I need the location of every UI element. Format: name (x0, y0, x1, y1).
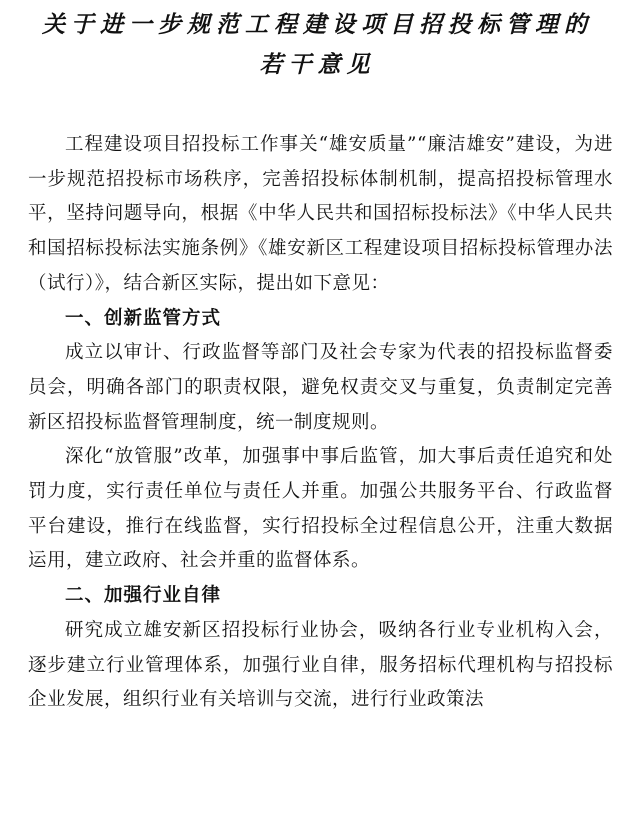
document-body (28, 128, 613, 718)
section-heading-2: 二、加强行业自律 (65, 585, 222, 607)
document-title-line-2: 若干意见 (259, 51, 376, 78)
section-2-paragraph-1: 研究成立雄安新区招投标行业协会，吸纳各行业专业机构入会，逐步建立行业管理体系，加强行业自律，服务招标代理机构与招投标企业发展，组织行业有关培训与交流，进行行业政策法 (28, 619, 613, 711)
document-title-line-1: 关于进一步规范工程建设项目招投标管理的 (42, 11, 593, 38)
section-heading-1: 一、创新监管方式 (65, 307, 222, 329)
section-1-paragraph-1: 成立以审计、行政监督等部门及社会专家为代表的招投标监督委员会，明确各部门的职责权限，避免权责交叉与重复，负责制定完善新区招投标监督管理制度，统一制度规则。 (28, 342, 613, 433)
intro-paragraph: 工程建设项目招投标工作事关“雄安质量”“廉洁雄安”建设，为进一步规范招投标市场秩序，完善招投标体制机制，提高招投标管理水平，坚持问题导向，根据《中华人民共和国招标投标法》《中华人民共和国招标投标法实施条例》《雄安新区工程建设项目招标投标管理办法（试行）》，结合新区实际，提出如下意见： (28, 134, 613, 294)
section-1-paragraph-2: 深化“放管服”改革，加强事中事后监管，加大事后责任追究和处罚力度，实行责任单位与责任人并重。加强公共服务平台、行政监督平台建设，推行在线监督，实行招投标全过程信息公开，注重大数据运用，建立政府、社会并重的监督体系。 (28, 446, 613, 572)
